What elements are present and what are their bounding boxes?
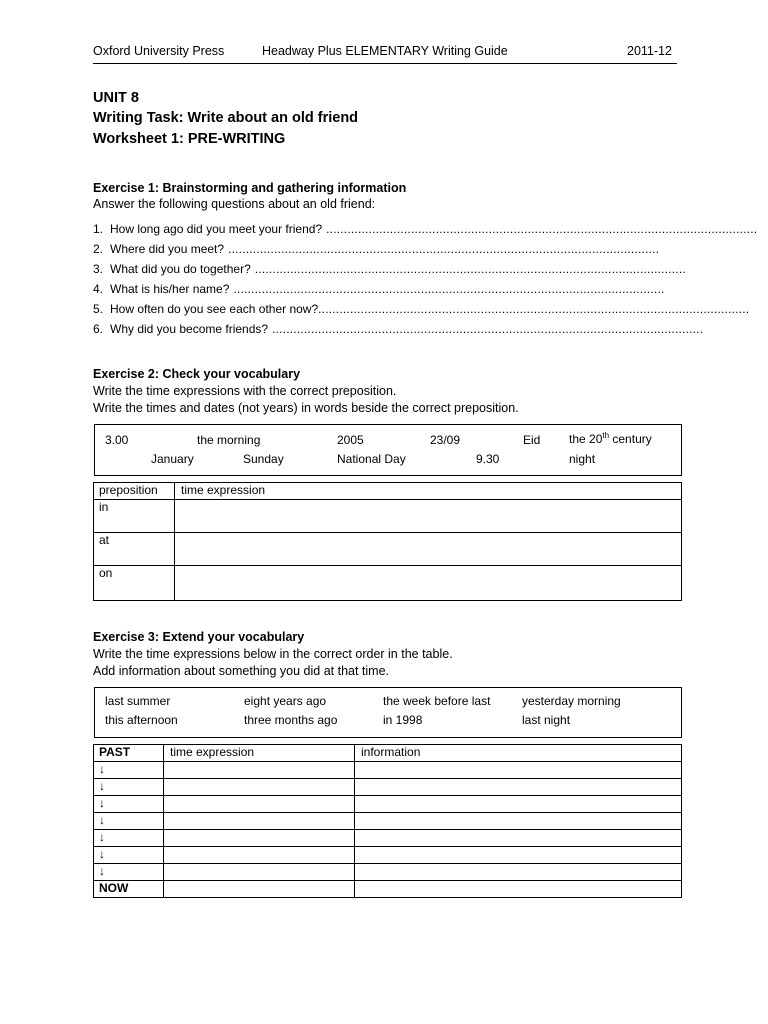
table-row [94,830,682,847]
word-item: yesterday morning [522,694,621,708]
table-row [94,533,682,566]
answer-cell[interactable] [355,813,682,830]
exercise2-heading: Exercise 2: Check your vocabulary [93,367,301,381]
table-header-row [94,483,682,500]
word-item: Eid [523,433,541,447]
answer-cell[interactable] [164,813,355,830]
word-item: the week before last [383,694,491,708]
header-preposition: preposition [94,483,175,500]
preposition-at: at [94,533,175,566]
question-number: 3. [93,262,104,276]
table-row [94,500,682,533]
word-item-century: the 20th century [569,431,652,446]
now-label: NOW [94,881,164,898]
question-3 [93,262,686,276]
table-row [94,762,682,779]
timeline-table [93,744,682,898]
down-arrow-icon: ↓ [94,813,164,830]
answer-cell[interactable] [164,847,355,864]
table-row [94,864,682,881]
table-row [94,779,682,796]
question-number: 1. [93,222,104,236]
word-item: 23/09 [430,433,461,447]
answer-cell[interactable] [164,881,355,898]
answer-cell[interactable] [164,864,355,881]
answer-line[interactable]: .......................................................................................................................... [233,282,665,296]
header-publisher: Oxford University Press [93,44,225,58]
answer-line[interactable]: .......................................................................................................................... [326,222,758,236]
question-number: 2. [93,242,104,256]
answer-line[interactable]: .......................................................................................................................... [228,242,660,256]
down-arrow-icon: ↓ [94,779,164,796]
header-guide-title: Headway Plus ELEMENTARY Writing Guide [262,44,508,58]
word-item: 9.30 [476,452,500,466]
table-row [94,566,682,601]
word-item: the morning [197,433,261,447]
table-row [94,813,682,830]
exercise1-heading: Exercise 1: Brainstorming and gathering information [93,181,407,195]
question-number: 6. [93,322,104,336]
word-item: 2005 [337,433,364,447]
table-row [94,796,682,813]
header-information: information [355,745,682,762]
header-rule [93,63,677,64]
question-text: Where did you meet? [110,242,225,256]
word-item: January [151,452,194,466]
answer-cell[interactable] [175,566,682,601]
question-text: What did you do together? [110,262,251,276]
question-5 [93,302,750,316]
header-past: PAST [94,745,164,762]
down-arrow-icon: ↓ [94,864,164,881]
answer-line[interactable]: .......................................................................................................................... [254,262,686,276]
answer-cell[interactable] [355,762,682,779]
answer-cell[interactable] [164,830,355,847]
unit-title: UNIT 8 [93,90,139,106]
down-arrow-icon: ↓ [94,847,164,864]
down-arrow-icon: ↓ [94,830,164,847]
question-6 [93,322,704,336]
answer-cell[interactable] [355,796,682,813]
writing-task-title: Writing Task: Write about an old friend [93,110,359,126]
word-item: this afternoon [105,713,178,727]
down-arrow-icon: ↓ [94,762,164,779]
preposition-table [93,482,682,601]
answer-cell[interactable] [164,762,355,779]
question-text: How long ago did you meet your friend? [110,222,323,236]
exercise3-instruction-2: Add information about something you did at that time. [93,664,390,678]
word-item: night [569,452,596,466]
preposition-in: in [94,500,175,533]
exercise2-instruction-1: Write the time expressions with the correct preposition. [93,384,397,398]
answer-cell[interactable] [355,830,682,847]
word-item: Sunday [243,452,284,466]
answer-cell[interactable] [164,779,355,796]
question-number: 5. [93,302,104,316]
question-1 [93,222,758,236]
worksheet-title: Worksheet 1: PRE-WRITING [93,131,286,147]
question-4 [93,282,668,296]
question-2 [93,242,668,256]
question-text: Why did you become friends? [110,322,269,336]
word-item: three months ago [244,713,338,727]
answer-cell[interactable] [355,881,682,898]
word-item: eight years ago [244,694,327,708]
answer-cell[interactable] [175,533,682,566]
word-item: last summer [105,694,171,708]
exercise3-heading: Exercise 3: Extend your vocabulary [93,630,305,644]
header-time-expression: time expression [175,483,682,500]
preposition-on: on [94,566,175,601]
header-year: 2011-12 [627,44,672,58]
exercise2-word-box [94,424,682,476]
question-text: What is his/her name? [110,282,230,296]
exercise3-word-box [94,687,682,738]
word-item: 3.00 [105,433,129,447]
question-text: How often do you see each other now? [110,302,319,316]
exercise2-instruction-2: Write the times and dates (not years) in words beside the correct preposition. [93,401,519,415]
table-header-row [94,745,682,762]
word-item: National Day [337,452,406,466]
table-row [94,881,682,898]
answer-cell[interactable] [175,500,682,533]
word-item: last night [522,713,571,727]
answer-cell[interactable] [355,864,682,881]
table-row [94,847,682,864]
word-item: in 1998 [383,713,423,727]
answer-cell[interactable] [164,796,355,813]
answer-line[interactable]: .......................................................................................................................... [272,322,704,336]
header-time-expression: time expression [164,745,355,762]
answer-cell[interactable] [355,779,682,796]
exercise1-instruction: Answer the following questions about an old friend: [93,197,376,211]
answer-cell[interactable] [355,847,682,864]
down-arrow-icon: ↓ [94,796,164,813]
answer-line[interactable]: .......................................................................................................................... [318,302,750,316]
exercise3-instruction-1: Write the time expressions below in the correct order in the table. [93,647,453,661]
question-number: 4. [93,282,104,296]
